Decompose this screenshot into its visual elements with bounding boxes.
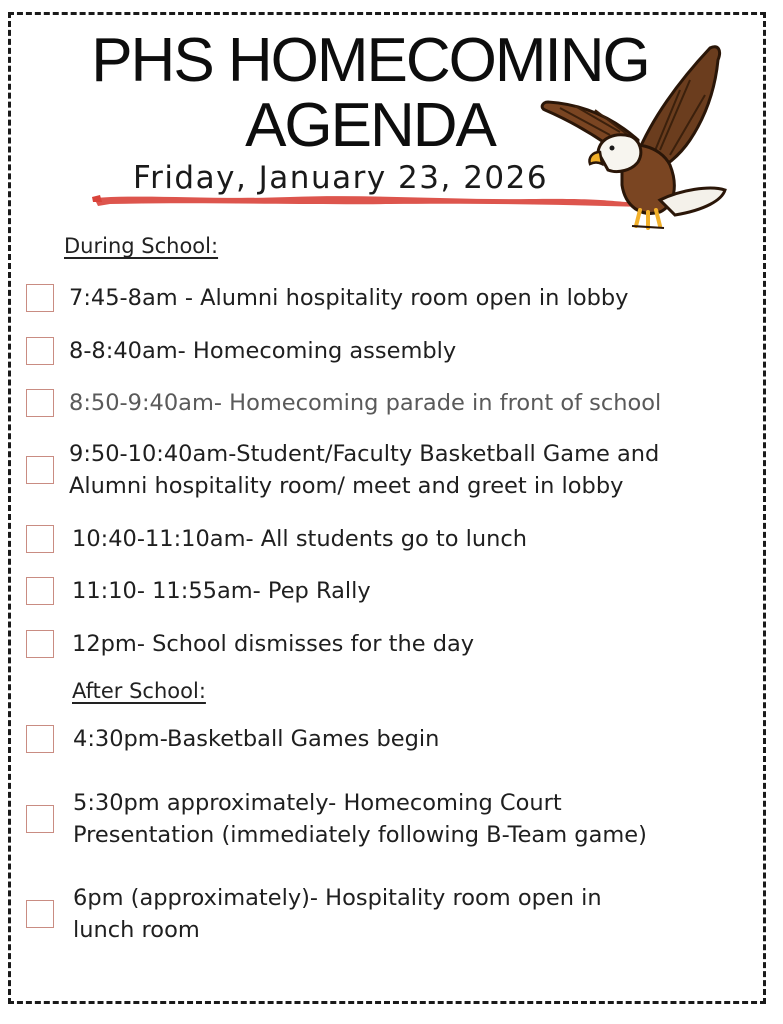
agenda-item-text: 5:30pm approximately- Homecoming Court Presentation (immediately following B-Team game)	[73, 790, 647, 848]
agenda-item-text: 11:10- 11:55am- Pep Rally	[72, 578, 371, 604]
agenda-item[interactable]	[26, 282, 628, 314]
event-date: Friday, January 23, 2026	[133, 160, 549, 196]
agenda-item[interactable]	[26, 575, 371, 607]
checkbox-icon[interactable]	[26, 900, 54, 928]
agenda-item-text: 7:45-8am - Alumni hospitality room open in lobby	[69, 285, 629, 311]
checkbox-icon[interactable]	[26, 525, 54, 553]
agenda-item[interactable]	[26, 628, 474, 660]
section-after-school: After School:	[72, 679, 206, 703]
agenda-item[interactable]	[26, 787, 647, 851]
agenda-item[interactable]	[26, 438, 659, 502]
checkbox-icon[interactable]	[26, 337, 54, 365]
checkbox-icon[interactable]	[26, 456, 54, 484]
agenda-item-text: 8:50-9:40am- Homecoming parade in front of school	[69, 390, 662, 416]
page-title-line2: AGENDA	[245, 91, 495, 160]
checkbox-icon[interactable]	[26, 284, 54, 312]
checkbox-icon[interactable]	[26, 577, 54, 605]
agenda-item[interactable]	[26, 723, 439, 755]
checkbox-icon[interactable]	[26, 725, 54, 753]
checkbox-icon[interactable]	[26, 389, 54, 417]
agenda-item[interactable]	[26, 335, 456, 367]
agenda-item-text: 4:30pm-Basketball Games begin	[73, 726, 440, 752]
agenda-item-text: 12pm- School dismisses for the day	[72, 631, 475, 657]
page-title-line1: PHS HOMECOMING	[91, 26, 649, 95]
agenda-item-text: 10:40-11:10am- All students go to lunch	[72, 526, 528, 552]
section-during-school: During School:	[64, 234, 219, 258]
agenda-item-text: 9:50-10:40am-Student/Faculty Basketball Game and Alumni hospitality room/ meet and greet in lobby	[69, 441, 660, 499]
agenda-item-text: 8-8:40am- Homecoming assembly	[69, 338, 457, 364]
checkbox-icon[interactable]	[26, 805, 54, 833]
agenda-item[interactable]	[26, 523, 527, 555]
agenda-item[interactable]	[26, 882, 602, 946]
checkbox-icon[interactable]	[26, 630, 54, 658]
agenda-item[interactable]	[26, 387, 661, 419]
agenda-item-text: 6pm (approximately)- Hospitality room open in lunch room	[73, 885, 602, 943]
eagle-icon	[540, 40, 730, 235]
